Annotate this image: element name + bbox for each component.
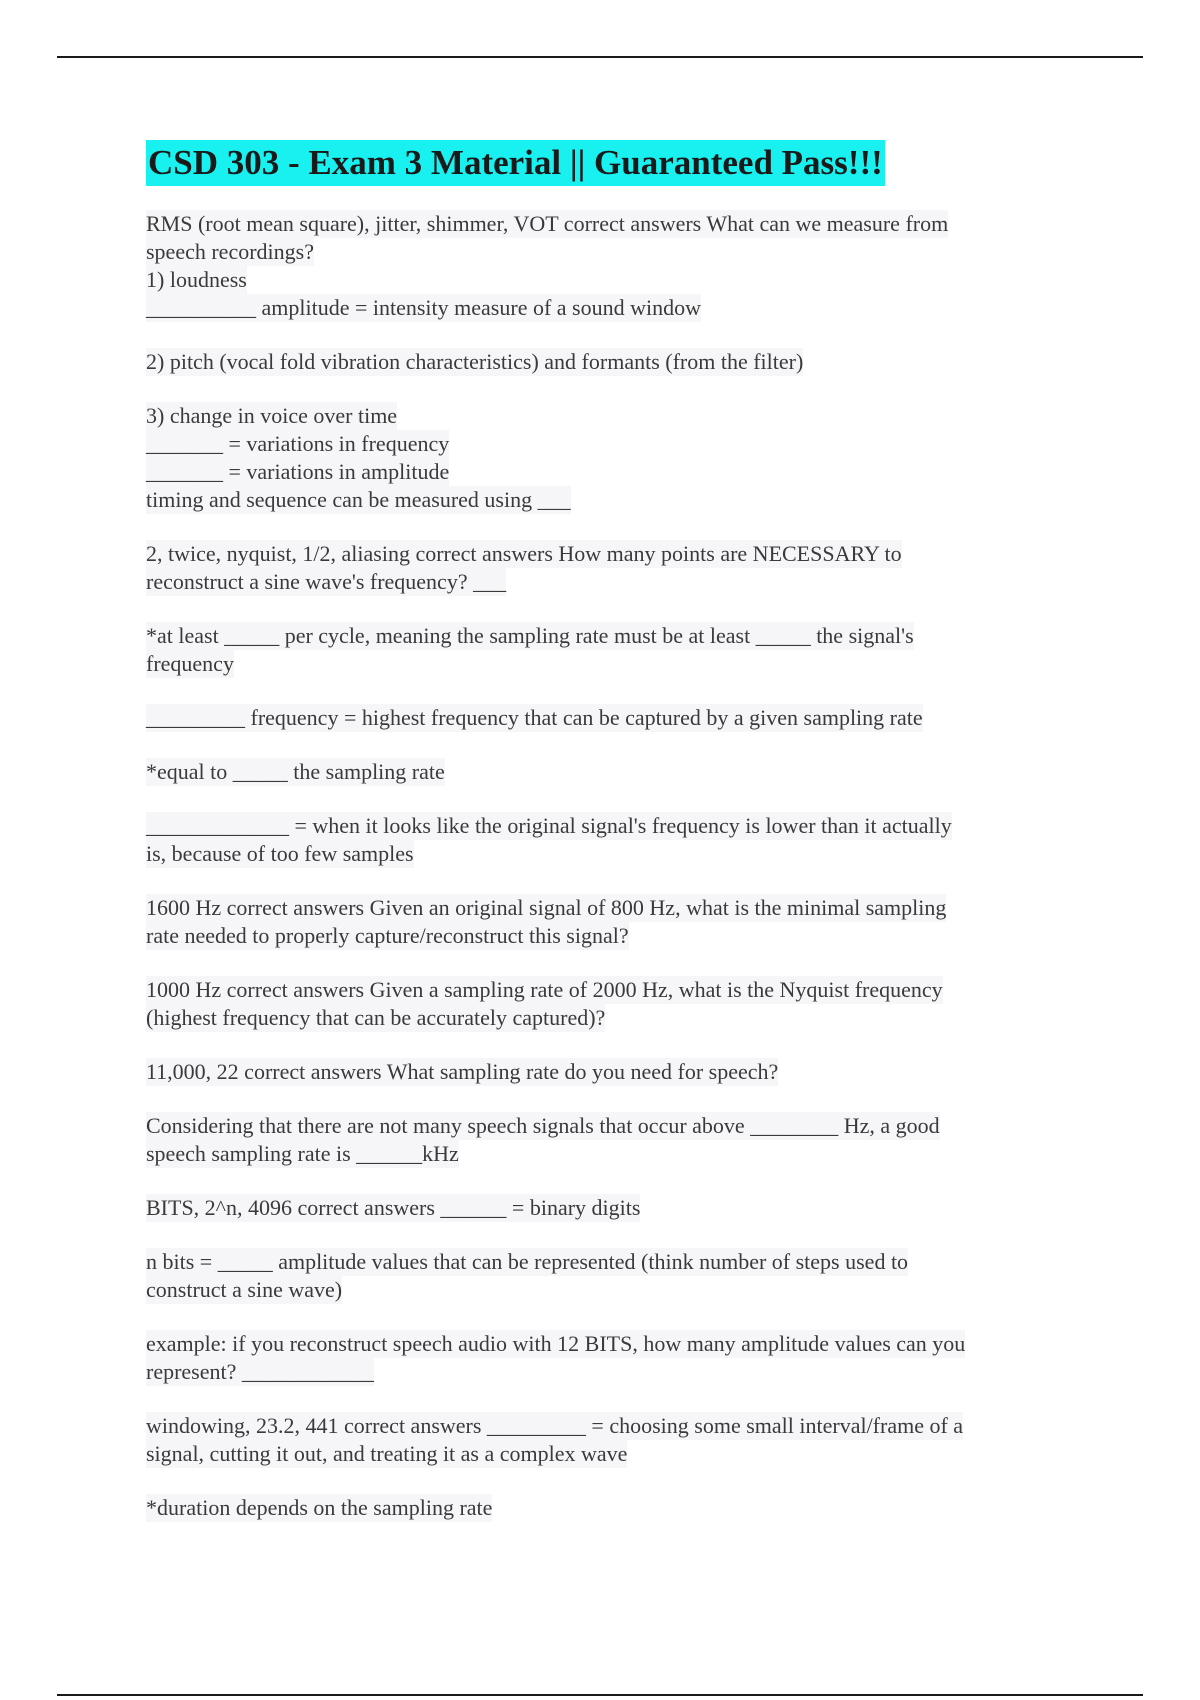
top-rule bbox=[57, 56, 1143, 58]
paragraph bbox=[146, 348, 1066, 376]
paragraph bbox=[146, 1330, 1066, 1386]
paragraph bbox=[146, 976, 1066, 1032]
text-line: _______ = variations in amplitude bbox=[146, 459, 450, 484]
text-line: rate needed to properly capture/reconstruct this signal? bbox=[146, 923, 629, 948]
text-line: 1000 Hz correct answers Given a sampling rate of 2000 Hz, what is the Nyquist frequency bbox=[146, 977, 943, 1002]
text-line: speech sampling rate is ______kHz bbox=[146, 1141, 459, 1166]
text-line: *duration depends on the sampling rate bbox=[146, 1495, 493, 1520]
text-line: speech recordings? bbox=[146, 239, 314, 264]
text-line: reconstruct a sine wave's frequency? ___ bbox=[146, 569, 507, 594]
text-line: windowing, 23.2, 441 correct answers _________ = choosing some small interval/frame of a bbox=[146, 1413, 964, 1438]
text-line: frequency bbox=[146, 651, 234, 676]
paragraph bbox=[146, 1058, 1066, 1086]
paragraph bbox=[146, 622, 1066, 678]
text-line: timing and sequence can be measured using ___ bbox=[146, 487, 571, 512]
text-line: _____________ = when it looks like the original signal's frequency is lower than it actually bbox=[146, 813, 952, 838]
text-line: signal, cutting it out, and treating it as a complex wave bbox=[146, 1441, 628, 1466]
text-line: RMS (root mean square), jitter, shimmer, VOT correct answers What can we measure from bbox=[146, 211, 949, 236]
text-line: n bits = _____ amplitude values that can be represented (think number of steps used to bbox=[146, 1249, 909, 1274]
paragraph bbox=[146, 1194, 1066, 1222]
paragraph bbox=[146, 540, 1066, 596]
bottom-rule bbox=[57, 1694, 1143, 1696]
text-line: 2) pitch (vocal fold vibration characteristics) and formants (from the filter) bbox=[146, 349, 804, 374]
text-line: construct a sine wave) bbox=[146, 1277, 343, 1302]
paragraph bbox=[146, 894, 1066, 950]
text-line: _______ = variations in frequency bbox=[146, 431, 450, 456]
paragraph bbox=[146, 812, 1066, 868]
text-line: 1600 Hz correct answers Given an original signal of 800 Hz, what is the minimal sampling bbox=[146, 895, 947, 920]
text-line: (highest frequency that can be accurately captured)? bbox=[146, 1005, 606, 1030]
text-line: example: if you reconstruct speech audio with 12 BITS, how many amplitude values can you bbox=[146, 1331, 966, 1356]
text-line: *equal to _____ the sampling rate bbox=[146, 759, 445, 784]
paragraph bbox=[146, 1494, 1066, 1522]
paragraph bbox=[146, 1248, 1066, 1304]
text-line: 11,000, 22 correct answers What sampling rate do you need for speech? bbox=[146, 1059, 779, 1084]
text-line: is, because of too few samples bbox=[146, 841, 414, 866]
paragraph bbox=[146, 758, 1066, 786]
document-title: CSD 303 - Exam 3 Material || Guaranteed Pass!!! bbox=[146, 140, 885, 186]
text-line: 1) loudness bbox=[146, 267, 247, 292]
text-line: 2, twice, nyquist, 1/2, aliasing correct answers How many points are NECESSARY to bbox=[146, 541, 902, 566]
paragraph bbox=[146, 402, 1066, 514]
text-line: Considering that there are not many speech signals that occur above ________ Hz, a good bbox=[146, 1113, 940, 1138]
text-line: __________ amplitude = intensity measure of a sound window bbox=[146, 295, 701, 320]
paragraph bbox=[146, 210, 1066, 322]
text-line: represent? ____________ bbox=[146, 1359, 374, 1384]
text-line: 3) change in voice over time bbox=[146, 403, 398, 428]
text-line: BITS, 2^n, 4096 correct answers ______ = binary digits bbox=[146, 1195, 641, 1220]
document-body bbox=[146, 140, 1066, 1548]
paragraph bbox=[146, 704, 1066, 732]
paragraph bbox=[146, 1112, 1066, 1168]
text-line: *at least _____ per cycle, meaning the sampling rate must be at least _____ the signal's bbox=[146, 623, 914, 648]
paragraph bbox=[146, 1412, 1066, 1468]
paragraph-list bbox=[146, 210, 1066, 1522]
text-line: _________ frequency = highest frequency that can be captured by a given sampling rate bbox=[146, 705, 923, 730]
